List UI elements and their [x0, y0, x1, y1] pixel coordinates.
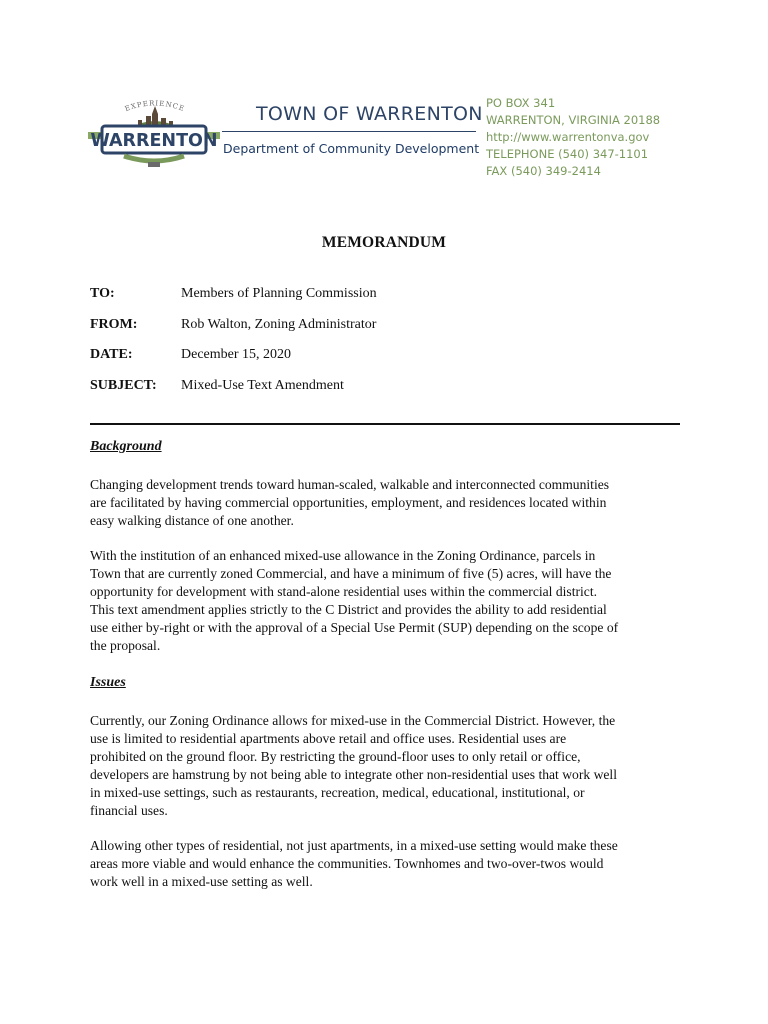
text-line: Town that are currently zoned Commercial, and have a minimum of five (5) acres, will have the — [90, 566, 612, 582]
background-heading: Background — [90, 439, 162, 454]
memo-field-value: Members of Planning Commission — [181, 286, 377, 301]
text-line: prohibited on the ground floor. By restricting the ground-floor uses to only retail or office, — [90, 749, 581, 765]
text-line: in mixed-use settings, such as restaurants, recreation, medical, educational, institutional, or — [90, 785, 585, 801]
contact-website[interactable]: http://www.warrentonva.gov — [486, 130, 650, 144]
warrenton-logo — [88, 96, 220, 176]
text-line: the proposal. — [90, 638, 161, 654]
text-line: financial uses. — [90, 803, 168, 819]
text-line: work well in a mixed-use setting as well. — [90, 874, 313, 890]
memo-field-value: Rob Walton, Zoning Administrator — [181, 317, 377, 332]
text-line: Allowing other types of residential, not just apartments, in a mixed-use setting would make these — [90, 838, 618, 853]
town-name: TOWN OF WARRENTON — [256, 103, 483, 125]
contact-po-box: PO BOX 341 — [486, 96, 556, 110]
issues-heading: Issues — [90, 675, 126, 690]
memo-field-value: December 15, 2020 — [181, 347, 292, 362]
memo-field-label: SUBJECT: — [90, 378, 157, 393]
issues-paragraph-2 — [90, 837, 680, 891]
memo-title: MEMORANDUM — [321, 234, 447, 251]
text-line: This text amendment applies strictly to the C District and provides the ability to add residential — [90, 602, 607, 618]
logo-main-word: WARRENTON — [90, 131, 218, 151]
background-paragraph-1 — [90, 476, 680, 530]
text-line: are facilitated by having commercial opportunities, employment, and residences located within — [90, 495, 607, 511]
header-divider — [90, 423, 680, 425]
text-line: developers are hamstrung by not being able to integrate other non-residential uses that work well — [90, 767, 617, 783]
text-line: easy walking distance of one another. — [90, 513, 294, 529]
text-line: Currently, our Zoning Ordinance allows for mixed-use in the Commercial District. However, the — [90, 713, 616, 728]
text-line: use either by-right or with the approval of a Special Use Permit (SUP) depending on the scope of — [90, 620, 619, 636]
memo-field-label: TO: — [90, 286, 115, 301]
logo-top-word: EXPERIENCE — [123, 99, 186, 114]
memo-field-label: FROM: — [90, 317, 138, 332]
text-line: Changing development trends toward human-scaled, walkable and interconnected communities — [90, 477, 610, 492]
text-line: opportunity for development with stand-alone residential uses within the commercial district. — [90, 584, 597, 600]
contact-telephone: TELEPHONE (540) 347-1101 — [486, 147, 649, 161]
memo-field-label: DATE: — [90, 347, 133, 362]
contact-block — [486, 95, 660, 180]
text-line: With the institution of an enhanced mixed-use allowance in the Zoning Ordinance, parcels in — [90, 548, 596, 563]
letterhead — [0, 0, 768, 200]
department-name: Department of Community Development — [223, 141, 480, 156]
memo-field-value: Mixed-Use Text Amendment — [181, 378, 344, 393]
text-line: areas more viable and would enhance the communities. Townhomes and two-over-twos would — [90, 856, 604, 872]
letterhead-rule — [222, 131, 476, 132]
contact-fax: FAX (540) 349-2414 — [486, 164, 601, 178]
issues-paragraph-1 — [90, 712, 680, 821]
contact-city: WARRENTON, VIRGINIA 20188 — [486, 113, 661, 127]
text-line: use is limited to residential apartments above retail and office uses. Residential uses are — [90, 731, 567, 747]
background-paragraph-2 — [90, 547, 680, 656]
